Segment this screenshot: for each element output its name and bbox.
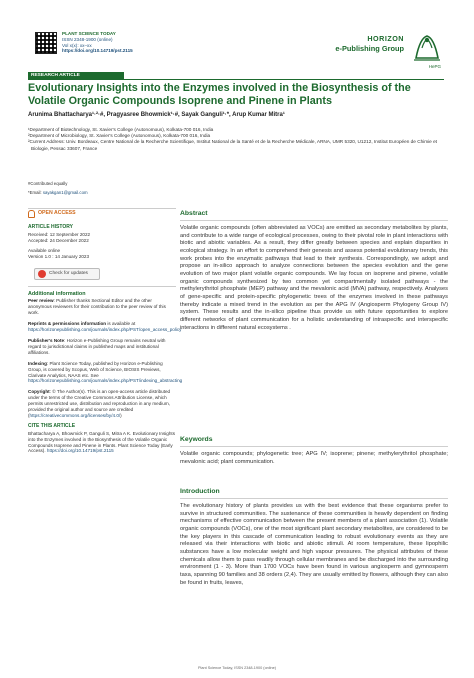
indexing-label: Indexing bbox=[28, 360, 47, 366]
publisher-logo-icon bbox=[410, 28, 444, 64]
keywords-heading: Keywords bbox=[180, 436, 448, 447]
additional-info-heading: Additional information bbox=[28, 290, 86, 297]
affiliation-item: ²Department of Microbiology, St. Xavier's College (Autonomous), Kolkata-700 016, India bbox=[28, 133, 211, 139]
page-footer: Plant Science Today, ISSN 2348-1900 (online) bbox=[198, 666, 276, 670]
introduction-heading: Introduction bbox=[180, 488, 448, 499]
journal-name: PLANT SCIENCE TODAY bbox=[62, 31, 116, 36]
journal-info bbox=[62, 31, 133, 54]
indexing-text: : Plant Science Today, published by Horizon e-Publishing Group, is covered by Scopus, Web of Science, BIOSIS Previews, Clarivate Analytics, NAAS etc. See bbox=[28, 360, 163, 378]
affiliation-item: ¹Department of Biotechnology, St. Xavier's College (Autonomous), Kolkata-700 016, India bbox=[28, 127, 214, 132]
article-type-banner: RESEARCH ARTICLE bbox=[28, 72, 124, 80]
journal-volume: Vol x(x): xx–xx bbox=[62, 42, 92, 48]
email-note bbox=[28, 189, 88, 198]
article-history-heading: ARTICLE HISTORY bbox=[28, 224, 74, 230]
reprints-link[interactable]: https://horizonepublishing.com/journals/index.php/PST/open_access_policy bbox=[28, 327, 182, 333]
abstract-text: Volatile organic compounds (often abbreviated as VOCs) are emitted as secondary metabolites by plants, and contribute to a wide range of ecological processes, owing to their pivotal role in plant interactions with biotic and abiotic variables. As a result, they differ greatly between species and explain disparities in ecological strategy. In an effort to comprehend their genesis and assess potential evolutionary trends, this work probes into the enzymatic pathways that lead to their synthesis. Correspondingly, we adopt and propose an in-silico approach to analyze connections between the species evolution and the gene evolution of two major plant volatile organic compounds. We lay focus on isoprene and pinene, volatile organic compounds synthesized by two common yet compartmentally isolated pathways - the methylerythritol phosphate (MEP) pathway and the mevalonic acid (MVA) pathway, respectively. Analyses of gene-specific and protein-specific phylogenetic trees of the enzymes involved in these pathways thereby indicate a mixed trend in the evolution as per the APG IV (Angiosperm Phylogeny Group IV) system. These results and the in-silico pipeline thus provide us with future opportunities to explore different networks of plant communication for a holistic understanding of intraspecific and interspecific interactions in different natural ecosystems . bbox=[180, 225, 448, 331]
email-link[interactable]: sayakgan1@gmail.com bbox=[42, 189, 88, 195]
publisher-note bbox=[28, 338, 176, 356]
affiliation-item: ²Current Address: Univ. Bordeaux, Centre National de la Recherche Scientifique, Institut National de la Santé et de la Recherche Médicale, ARNA, UMR 5320, U1212, Institut Européen de Chimie et Biologie, Pessac 33607, France bbox=[28, 139, 437, 151]
journal-doi-link[interactable]: https://doi.org/10.14719/pst.2115 bbox=[62, 48, 133, 54]
left-column-divider bbox=[28, 208, 176, 209]
received-date: Received: 12 September 2022 bbox=[28, 231, 91, 237]
email-label: *Email: bbox=[28, 189, 42, 195]
check-for-updates-label: Check for updates bbox=[49, 270, 88, 276]
open-access-badge bbox=[28, 210, 176, 218]
article-title: Evolutionary Insights into the Enzymes involved in the Biosynthesis of the Volatile Organic Compounds Isoprene and Pinene in Plants bbox=[28, 82, 411, 108]
check-updates-icon bbox=[38, 270, 46, 278]
abstract-heading: Abstract bbox=[180, 210, 448, 221]
keywords-text: Volatile organic compounds; phylogenetic tree; APG IV; isoprene; pinene; methylerythritol phosphate; mevalonic acid; plant communication. bbox=[180, 451, 448, 465]
copyright-end: ) bbox=[120, 412, 122, 418]
qr-code-icon[interactable] bbox=[35, 32, 57, 54]
additional-info-divider bbox=[28, 286, 176, 287]
introduction-section bbox=[180, 488, 448, 587]
banner-divider bbox=[28, 79, 444, 80]
publisher-note-text: : Horizon e-Publishing Group remains neutral with regard to jurisdictional claims in published maps and institutional affiliations. bbox=[28, 337, 166, 355]
copyright-label: Copyright bbox=[28, 389, 50, 395]
citation bbox=[28, 431, 176, 455]
publisher-logo-text: HePG bbox=[428, 64, 441, 69]
publisher-name bbox=[335, 34, 404, 53]
available-online-label: Available online bbox=[28, 247, 61, 253]
publisher-line-2: e-Publishing Group bbox=[335, 44, 404, 53]
article-info-sidebar bbox=[28, 210, 183, 459]
peer-review-text: : Publisher thanks Sectional Editor and the other anonymous reviewers for their contribution to the peer review of this work. bbox=[28, 298, 166, 316]
indexing-note bbox=[28, 360, 183, 385]
peer-review-note bbox=[28, 298, 176, 316]
publisher-line-1: HORIZON bbox=[367, 34, 404, 43]
peer-review-label: Peer review bbox=[28, 298, 54, 304]
cite-heading: CITE THIS ARTICLE bbox=[28, 422, 76, 429]
reprints-note bbox=[28, 321, 182, 333]
version-info: Version 1.0 : 14 January 2023 bbox=[28, 253, 90, 259]
footnotes bbox=[28, 180, 88, 197]
abstract-section bbox=[180, 210, 448, 332]
indexing-link[interactable]: https://horizonepublishing.com/journals/index.php/PST/indexing_abstracting bbox=[28, 378, 183, 384]
copyright-text: : © The Author(s). This is an open-access article distributed under the terms of the Creative Commons Attribution License, which permits unrestricted use, distribution and reproduction in any medium, provided the original author and source are credited ( bbox=[28, 389, 171, 418]
check-for-updates-button[interactable] bbox=[34, 268, 100, 280]
author-list: Arunima Bhattacharya¹·²·#, Pragyasree Bhowmick¹·#, Sayak Ganguli¹·*, Arup Kumar Mitra¹ bbox=[28, 112, 285, 118]
accepted-date: Accepted: 24 December 2022 bbox=[28, 237, 89, 243]
citation-text: Bhattacharya A, Bhowmick P, Ganguli S, Mitra A K. Evolutionary Insights into the Enzymes involved in the Biosynthesis of the Volatile Organic Compounds Isoprene and Pinene in Plants. Plant Science Today (Early Access). bbox=[28, 430, 175, 454]
introduction-text: The evolutionary history of plants provides us with the best evidence that these organisms prefer to survive in structured communities. The sustenance of these communities is heavily dependent on finding mechanisms of effective communication between the present members of a plant association (1). Volatile organic compounds (VOCs), one of the most significant plant secondary metabolites, are considered to be the key players in this cascade of communication leading to robust evolutionary events as they are released via their interactions with biotic and abiotic stimuli. At room temperature, these lipophilic substances have a low molecular weight and high vapour pressures. The physical attributes of these chemicals allow them to pass readily through cellular membranes and be discharged into the surrounding environment (1 - 3). More than 1700 VOCs have been found in various angiosperm and gymnosperm taxa, spanning 90 families and 38 orders (2,4). They are usually emitted by flowers, although they can also be found in fruits, leaves, bbox=[180, 503, 448, 586]
license-link[interactable]: https://creativecommons.org/licenses/by/4.0/ bbox=[29, 412, 121, 418]
affiliations bbox=[28, 127, 448, 152]
reprints-label: Reprints & permissions information bbox=[28, 321, 107, 327]
copyright-note bbox=[28, 389, 176, 419]
page-header bbox=[0, 0, 474, 74]
keywords-section bbox=[180, 436, 448, 466]
journal-issn: ISSN 2348-1900 (online) bbox=[62, 36, 113, 42]
open-lock-icon bbox=[28, 210, 35, 218]
reprints-text: is available at bbox=[106, 321, 136, 327]
publisher-note-label: Publisher's Note bbox=[28, 337, 65, 343]
equal-contribution-note: #Contributed equally bbox=[28, 181, 68, 186]
citation-doi-link[interactable]: https://doi.org/10.14719/pst.2115 bbox=[46, 448, 114, 454]
open-access-label: OPEN ACCESS bbox=[38, 210, 76, 217]
